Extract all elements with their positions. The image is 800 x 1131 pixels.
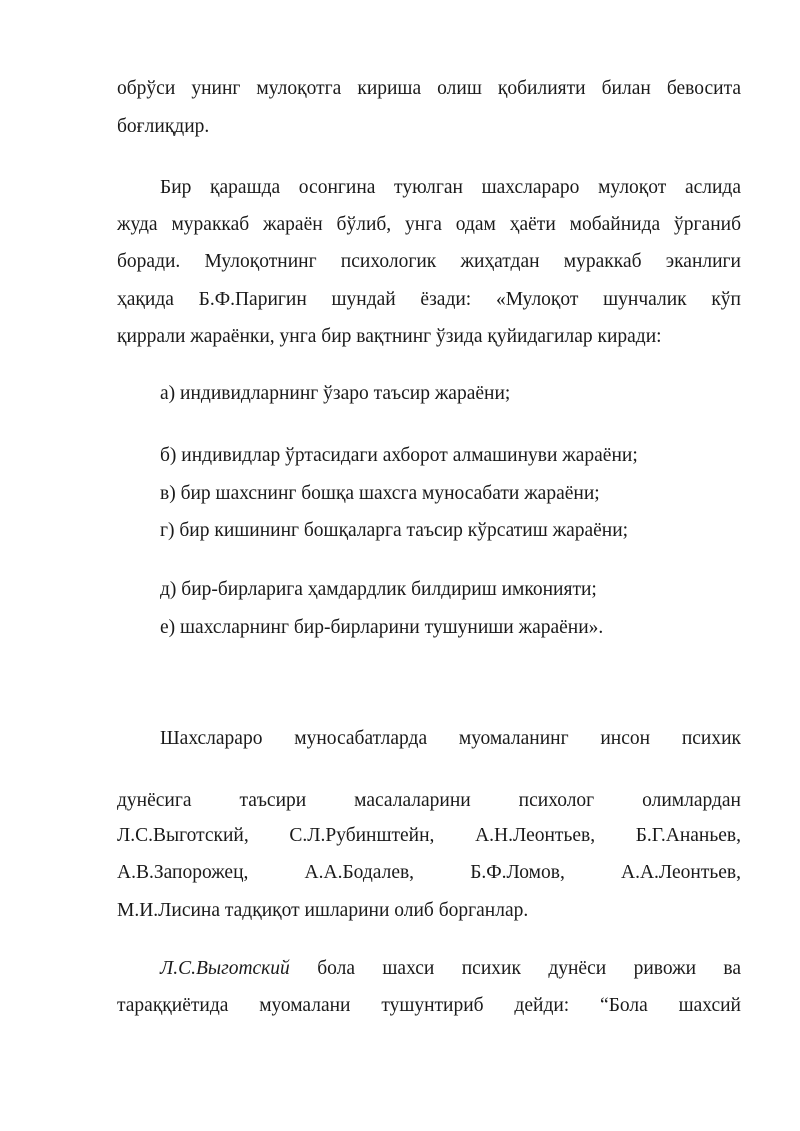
list-item: е) шахсларнинг бир-бирларини тушуниши жараёни». xyxy=(160,617,604,638)
list-item: в) бир шахснинг бошқа шахсга муносабати жараёни; xyxy=(160,483,600,504)
paragraph-line: Шахслараро муносабатларда муомаланинг инсон психик xyxy=(160,728,741,749)
paragraph-line: қиррали жараёнки, унга бир вақтнинг ўзида қуйидагилар киради: xyxy=(117,326,662,347)
paragraph-line: жуда мураккаб жараён бўлиб, унга одам ҳаёти мобайнида ўрганиб xyxy=(117,214,741,235)
list-item: а) индивидларнинг ўзаро таъсир жараёни; xyxy=(160,383,511,404)
paragraph-line: А.В.Запорожец, А.А.Бодалев, Б.Ф.Ломов, А.А.Леонтьев, xyxy=(117,862,741,883)
paragraph-line: боради. Мулоқотнинг психологик жиҳатдан мураккаб эканлиги xyxy=(117,251,741,272)
paragraph-line xyxy=(160,958,741,980)
paragraph-text: бола шахси психик дунёси ривожи ва xyxy=(317,958,742,979)
paragraph-line: Л.С.Выготский, С.Л.Рубинштейн, А.Н.Леонтьев, Б.Г.Ананьев, xyxy=(117,825,741,846)
author-name: Л.С.Выготский xyxy=(160,958,290,979)
paragraph-line: дунёсига таъсири масалаларини психолог олимлардан xyxy=(117,790,741,811)
list-item: г) бир кишининг бошқаларга таъсир кўрсатиш жараёни; xyxy=(160,520,629,541)
paragraph-line: боғлиқдир. xyxy=(117,116,210,137)
paragraph-line: М.И.Лисина тадқиқот ишларини олиб борганлар. xyxy=(117,900,529,921)
paragraph-line: ҳақида Б.Ф.Паригин шундай ёзади: «Мулоқот шунчалик кўп xyxy=(117,289,741,310)
paragraph-line: обрўси унинг мулоқотга кириша олиш қобилияти билан бевосита xyxy=(117,78,741,99)
paragraph-line: Бир қарашда осонгина туюлган шахслараро мулоқот аслида xyxy=(160,177,741,198)
list-item: б) индивидлар ўртасидаги ахборот алмашинуви жараёни; xyxy=(160,445,638,466)
paragraph-line: тараққиётида муомалани тушунтириб дейди: “Бола шахсий xyxy=(117,995,741,1016)
list-item: д) бир-бирларига ҳамдардлик билдириш имконияти; xyxy=(160,579,597,600)
